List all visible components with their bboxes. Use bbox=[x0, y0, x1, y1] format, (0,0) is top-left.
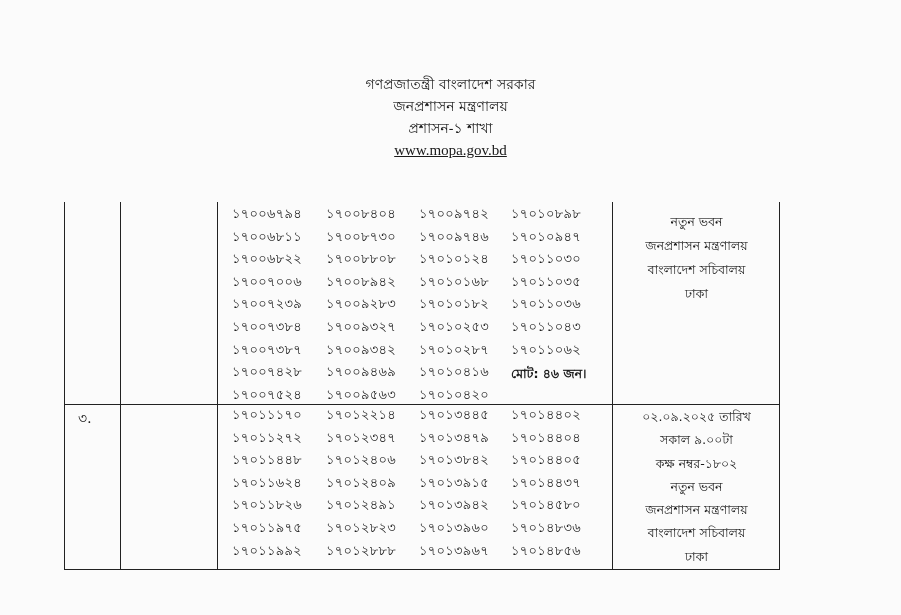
table-border-bottom bbox=[64, 569, 780, 570]
roll-number: ১৭০১০১৬৮ bbox=[419, 274, 489, 290]
roll-number: ১৭০০৯৪৬৯ bbox=[326, 365, 396, 381]
roll-number: ১৭০১০২৫৩ bbox=[419, 319, 489, 335]
roll-number: ১৭০১০১৮২ bbox=[419, 297, 489, 313]
serial-number: ৩. bbox=[78, 411, 92, 427]
roll-number: ১৭০১২৪০৬ bbox=[326, 453, 396, 469]
block2-col2 bbox=[326, 405, 396, 563]
roll-number: ১৭০০৭০০৬ bbox=[232, 274, 303, 290]
roll-number: ১৭০১৪৪০৪ bbox=[511, 430, 581, 446]
venue-line: বাংলাদেশ সচিবালয় bbox=[647, 262, 746, 277]
roll-number: ১৭০১১৪৪৮ bbox=[232, 453, 302, 469]
roll-number: ১৭০১১০৩৫ bbox=[511, 274, 581, 290]
table-border-left bbox=[64, 202, 65, 570]
block1-col4 bbox=[511, 204, 581, 362]
roll-number: ১৭০০৭৪২৮ bbox=[232, 365, 302, 381]
block1-total bbox=[511, 362, 587, 386]
roll-number: ১৭০১৩৪৭৯ bbox=[419, 430, 489, 446]
roll-number: ১৭০১৪৮৩৬ bbox=[511, 520, 581, 536]
venue-line: ঢাকা bbox=[684, 286, 709, 301]
roll-number: ১৭০১০৪১৬ bbox=[419, 365, 489, 381]
total-count: মোট: ৪৬ জন। bbox=[511, 366, 587, 381]
roll-number: ১৭০১৪৪৩৭ bbox=[511, 475, 581, 491]
roll-number: ১৭০১৩৯৪২ bbox=[419, 498, 489, 514]
roll-number: ১৭০০৯৫৬৩ bbox=[326, 387, 396, 403]
roll-number: ১৭০০৮৭৩০ bbox=[326, 229, 396, 245]
roll-number: ১৭০১০১২৪ bbox=[419, 252, 489, 268]
block1-col2 bbox=[326, 204, 396, 407]
roll-number: ১৭০০৮৯৪২ bbox=[326, 274, 396, 290]
website-link[interactable]: www.mopa.gov.bd bbox=[394, 143, 507, 159]
block1-col3 bbox=[419, 204, 489, 407]
table-divider-serial bbox=[120, 202, 121, 570]
block2-col4 bbox=[511, 405, 581, 563]
venue-line: জনপ্রশাসন মন্ত্রণালয় bbox=[645, 502, 748, 518]
govt-title: গণপ্রজাতন্ত্রী বাংলাদেশ সরকার bbox=[365, 77, 536, 93]
roll-number: ১৭০১০৯৪৭ bbox=[511, 229, 581, 245]
venue-line: ০২.০৯.২০২৫ তারিখ bbox=[642, 409, 751, 424]
roll-number: ১৭০১৪৪০২ bbox=[511, 408, 581, 423]
roll-number: ১৭০১২২১৪ bbox=[326, 408, 396, 423]
roll-number: ১৭০১৩৪৪৫ bbox=[419, 408, 489, 423]
roll-number: ১৭০১১১৭০ bbox=[232, 408, 302, 423]
roll-number: ১৭০১১৯৭৫ bbox=[232, 520, 302, 536]
block1-col1 bbox=[232, 204, 302, 407]
ministry-name: জনপ্রশাসন মন্ত্রণালয় bbox=[393, 99, 508, 115]
venue-line: ঢাকা bbox=[684, 548, 709, 564]
roll-number: ১৭০১২৪০৯ bbox=[326, 475, 396, 491]
roll-number: ১৭০০৯৭৪২ bbox=[419, 207, 489, 222]
roll-number: ১৭০১১০৩৬ bbox=[511, 297, 581, 313]
roll-number: ১৭০০৭৫২৪ bbox=[232, 387, 302, 403]
roll-number: ১৭০১৪৮৫৬ bbox=[511, 543, 581, 559]
roll-number: ১৭০১২৪৯১ bbox=[326, 498, 396, 514]
roll-number: ১৭০১১৬২৪ bbox=[232, 475, 302, 491]
venue-line: নতুন ভবন bbox=[670, 214, 723, 229]
roll-number: ১৭০০৬৮২২ bbox=[232, 252, 302, 268]
roll-number: ১৭০১৪৪০৫ bbox=[511, 453, 581, 469]
roll-number: ১৭০১৩৯৬০ bbox=[419, 520, 489, 536]
block1-venue bbox=[613, 210, 780, 306]
roll-number: ১৭০০৬৮১১ bbox=[232, 229, 302, 245]
roll-number: ১৭০০৬৭৯৪ bbox=[232, 207, 302, 222]
roll-number: ১৭০১৩৮৪২ bbox=[419, 453, 489, 469]
roll-number: ১৭০১০২৮৭ bbox=[419, 342, 489, 358]
block2-venue bbox=[613, 405, 780, 568]
block2-col1 bbox=[232, 405, 302, 563]
roll-number: ১৭০১১২৭২ bbox=[232, 430, 302, 446]
roll-number: ১৭০০৭৩৮৪ bbox=[232, 319, 302, 335]
roll-number: ১৭০১৩৯৬৭ bbox=[419, 543, 489, 559]
roll-number: ১৭০০৭৩৮৭ bbox=[232, 342, 302, 358]
roll-number: ১৭০০৮৪০৪ bbox=[326, 207, 396, 222]
roll-number: ১৭০১১০৬২ bbox=[511, 342, 581, 358]
roll-number: ১৭০০৭২৩৯ bbox=[232, 297, 302, 313]
roll-number: ১৭০১১০৪৩ bbox=[511, 319, 581, 335]
roll-number: ১৭০১৪৫৮০ bbox=[511, 498, 581, 514]
roll-number: ১৭০১৩৯১৫ bbox=[419, 475, 489, 491]
roll-number: ১৭০০৮৮০৮ bbox=[326, 252, 396, 268]
roll-number: ১৭০১২৮২৩ bbox=[326, 520, 396, 536]
section-name: প্রশাসন-১ শাখা bbox=[408, 121, 493, 137]
roll-number: ১৭০০৯৩৪২ bbox=[326, 342, 396, 358]
block2-col3 bbox=[419, 405, 489, 563]
venue-line: সকাল ৯.০০টা bbox=[660, 432, 733, 448]
venue-line: কক্ষ নম্বর-১৮০২ bbox=[655, 455, 738, 471]
document-header bbox=[0, 74, 901, 162]
roll-number: ১৭০১১৮২৬ bbox=[232, 498, 302, 514]
venue-line: বাংলাদেশ সচিবালয় bbox=[647, 525, 746, 541]
roll-number: ১৭০১১০৩০ bbox=[511, 252, 581, 268]
roll-table bbox=[64, 202, 780, 570]
roll-number: ১৭০১০৮৯৮ bbox=[511, 207, 581, 222]
roll-number: ১৭০১২৩৪৭ bbox=[326, 430, 396, 446]
roll-number: ১৭০১২৮৮৮ bbox=[326, 543, 396, 559]
roll-number: ১৭০০৯৭৪৬ bbox=[419, 229, 489, 245]
roll-number: ১৭০০৯৩২৭ bbox=[326, 319, 396, 335]
venue-line: নতুন ভবন bbox=[670, 478, 723, 494]
table-divider-names bbox=[217, 202, 218, 570]
venue-line: জনপ্রশাসন মন্ত্রণালয় bbox=[645, 238, 748, 253]
roll-number: ১৭০১১৯৯২ bbox=[232, 543, 302, 559]
roll-number: ১৭০১০৪২০ bbox=[419, 387, 489, 403]
roll-number: ১৭০০৯২৮৩ bbox=[326, 297, 396, 313]
